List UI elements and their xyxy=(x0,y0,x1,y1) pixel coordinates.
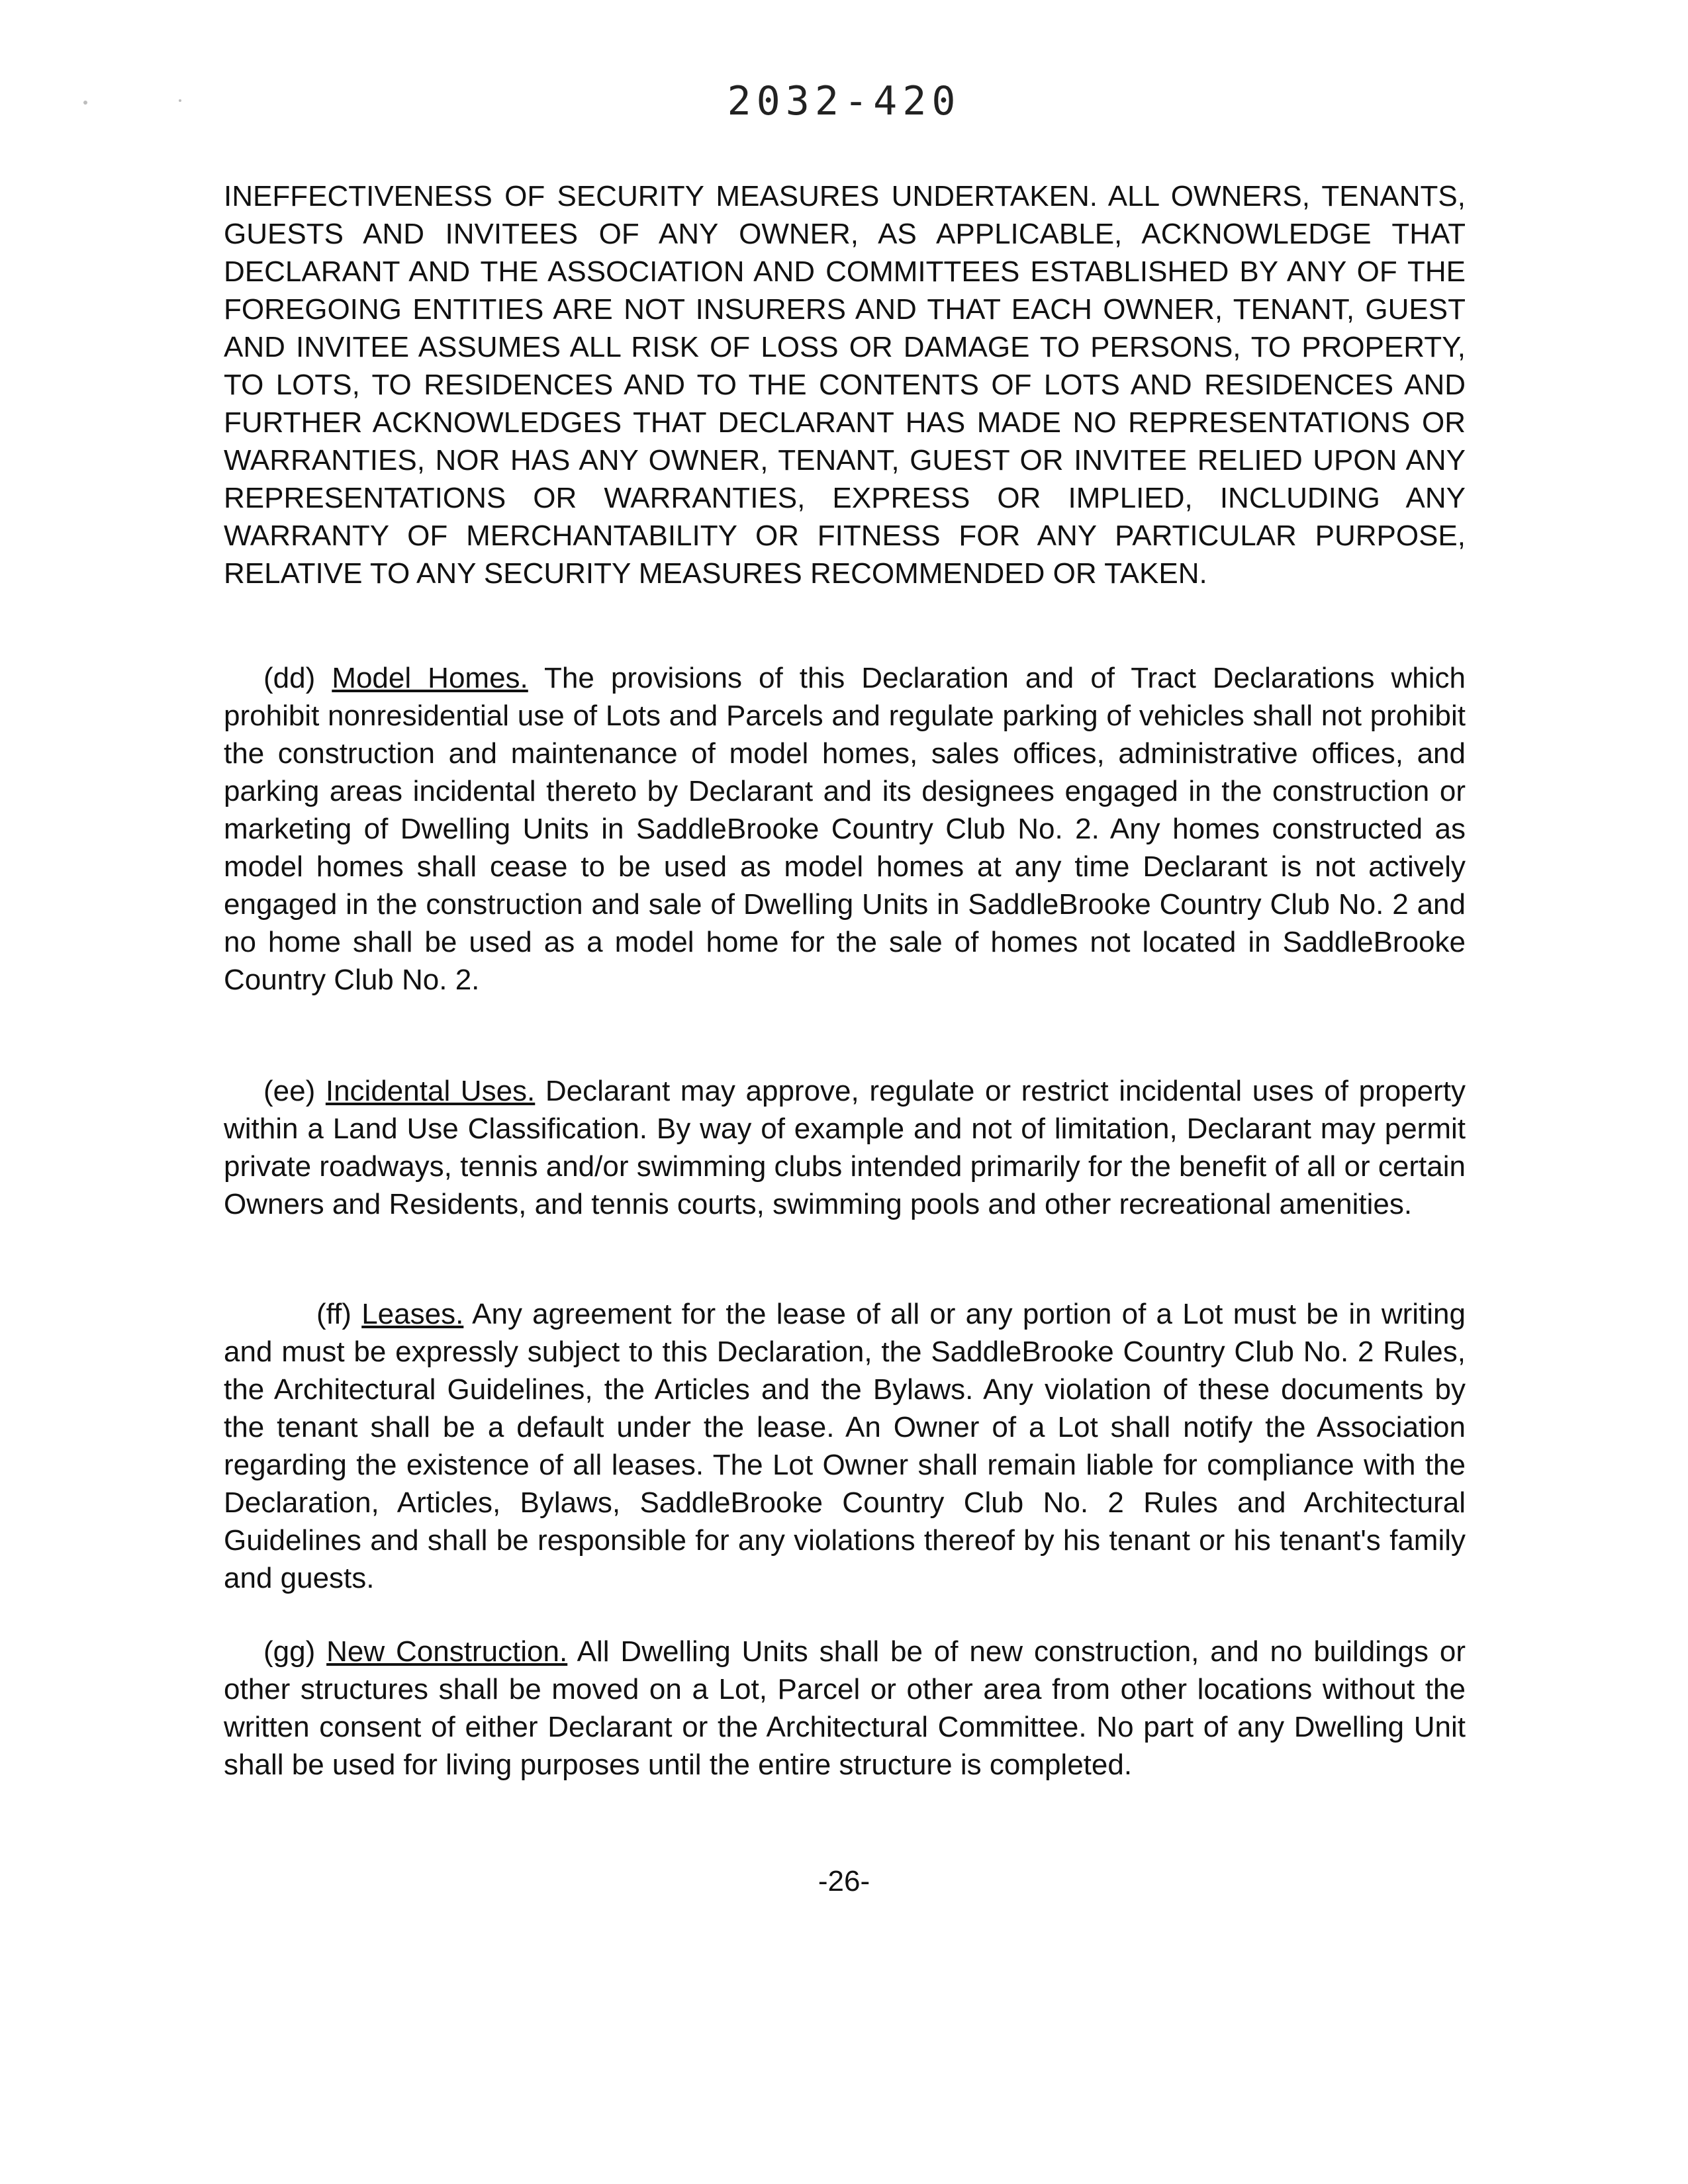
document-number: 2032-420 xyxy=(727,78,961,124)
section-ee-incidental-uses xyxy=(224,1072,1466,1223)
section-text: All Dwelling Units shall be of new construction, and no buildings or other structures shall be moved on a Lot, Parcel or other area from other locations without the written consent of either Declarant or the Architectural Committee. No part of any Dwelling Unit shall be used for living purposes until the entire structure is completed. xyxy=(224,1635,1466,1781)
section-label: (ee) xyxy=(263,1075,316,1107)
section-label: (gg) xyxy=(263,1635,316,1668)
section-text: The provisions of this Declaration and of Tract Declarations which prohibit nonresidential use of Lots and Parcels and regulate parking of vehicles shall not prohibit the construction and maintenance of model homes, sales offices, administrative offices, and parking areas incidental thereto by Declarant and its designees engaged in the construction or marketing of Dwelling Units in SaddleBrooke Country Club No. 2. Any homes constructed as model homes shall cease to be used as model homes at any time Declarant is not actively engaged in the construction and sale of Dwelling Units in SaddleBrooke Country Club No. 2 and no home shall be used as a model home for the sale of homes not located in SaddleBrooke Country Club No. 2. xyxy=(224,662,1466,996)
section-title: Leases. xyxy=(361,1298,464,1330)
section-title: New Construction. xyxy=(326,1635,568,1668)
section-gg-new-construction xyxy=(224,1633,1466,1784)
disclaimer-paragraph: INEFFECTIVENESS OF SECURITY MEASURES UNDERTAKEN. ALL OWNERS, TENANTS, GUESTS AND INVITEES OF ANY OWNER, AS APPLICABLE, ACKNOWLEDGE THAT DECLARANT AND THE ASSOCIATION AND COMMITTEES ESTABLISHED BY ANY OF THE FOREGOING ENTITIES ARE NOT INSURERS AND THAT EACH OWNER, TENANT, GUEST AND INVITEE ASSUMES ALL RISK OF LOSS OR DAMAGE TO PERSONS, TO PROPERTY, TO LOTS, TO RESIDENCES AND TO THE CONTENTS OF LOTS AND RESIDENCES AND FURTHER ACKNOWLEDGES THAT DECLARANT HAS MADE NO REPRESENTATIONS OR WARRANTIES, NOR HAS ANY OWNER, TENANT, GUEST OR INVITEE RELIED UPON ANY REPRESENTATIONS OR WARRANTIES, EXPRESS OR IMPLIED, INCLUDING ANY WARRANTY OF MERCHANTABILITY OR FITNESS FOR ANY PARTICULAR PURPOSE, RELATIVE TO ANY SECURITY MEASURES RECOMMENDED OR TAKEN. xyxy=(224,180,1466,590)
section-label: (dd) xyxy=(263,662,316,694)
section-title: Model Homes. xyxy=(332,662,528,694)
section-dd-model-homes xyxy=(224,659,1466,999)
section-ff-leases xyxy=(224,1295,1466,1597)
page-number: -26- xyxy=(818,1865,870,1897)
section-label: (ff) xyxy=(316,1298,352,1330)
section-text: Declarant may approve, regulate or restrict incidental uses of property within a Land Use Classification. By way of example and not of limitation, Declarant may permit private roadways, tennis and/or swimming clubs intended primarily for the benefit of all or certain Owners and Residents, and tennis courts, swimming pools and other recreational amenities. xyxy=(224,1075,1466,1220)
section-text: Any agreement for the lease of all or any portion of a Lot must be in writing and must be expressly subject to this Declaration, the SaddleBrooke Country Club No. 2 Rules, the Architectural Guidelines, the Articles and the Bylaws. Any violation of these documents by the tenant shall be a default under the lease. An Owner of a Lot shall notify the Association regarding the existence of all leases. The Lot Owner shall remain liable for compliance with the Declaration, Articles, Bylaws, SaddleBrooke Country Club No. 2 Rules and Architectural Guidelines and shall be responsible for any violations thereof by his tenant or his tenant's family and guests. xyxy=(224,1298,1466,1594)
section-title: Incidental Uses. xyxy=(325,1075,536,1107)
